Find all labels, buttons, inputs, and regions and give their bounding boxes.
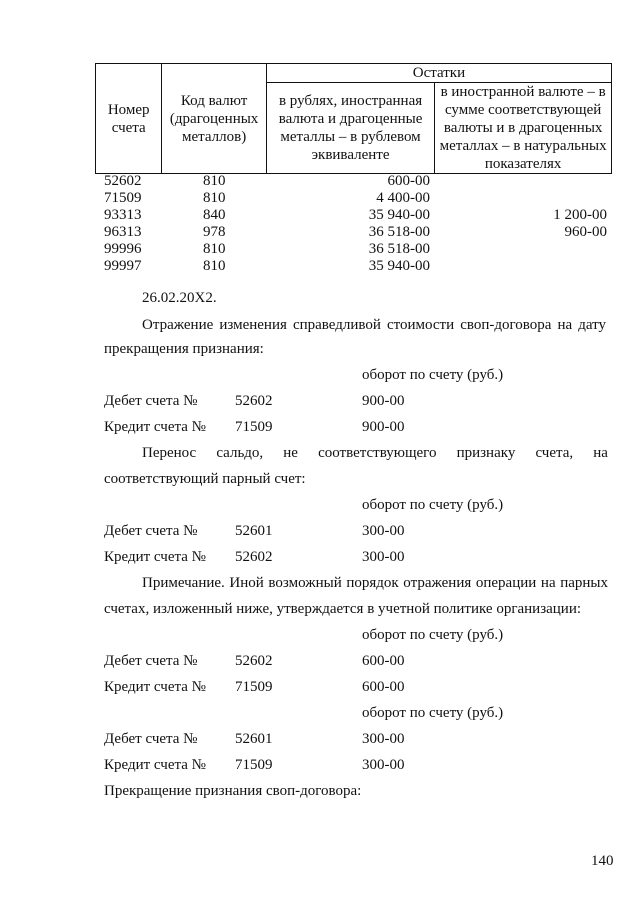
col-rub-equivalent: [266, 83, 434, 174]
row-rub: 4 400-00: [376, 190, 430, 206]
word: Перенос: [142, 445, 197, 461]
row-code: 840: [203, 207, 226, 223]
row-account: 99996: [104, 241, 142, 257]
word: на: [593, 445, 608, 461]
paragraph-line: Отражение изменения справедливой стоимости своп-договора на дату: [142, 317, 606, 333]
header-rub-equivalent: в рублях, иностранная валюта и драгоценные металлы – в рублевом эквиваленте: [278, 93, 423, 163]
turnover-label: оборот по счету (руб.): [362, 627, 504, 643]
col-foreign-natural: [435, 83, 612, 174]
turnover-label: оборот по счету (руб.): [362, 367, 504, 383]
row-rub: 36 518-00: [368, 241, 430, 257]
word: соответствующего: [318, 445, 437, 461]
credit-account: 71509: [235, 679, 273, 695]
col-currency-code: [162, 64, 266, 174]
word: не: [283, 445, 298, 461]
header-currency-code: Код валют (драгоценных металлов): [169, 92, 259, 145]
row-rub: 35 940-00: [368, 258, 430, 274]
paragraph-line: соответствующий парный счет:: [104, 471, 306, 487]
row-account: 99997: [104, 258, 142, 274]
word: счета,: [535, 445, 574, 461]
credit-account: 71509: [235, 419, 273, 435]
credit-label: Кредит счета №: [104, 419, 206, 435]
debit-account: 52602: [235, 393, 273, 409]
debit-amount: 900-00: [362, 393, 405, 409]
word: признаку: [456, 445, 516, 461]
row-foreign: 960-00: [564, 224, 607, 240]
row-code: 810: [203, 173, 226, 189]
row-account: 71509: [104, 190, 142, 206]
col-balances: [266, 64, 611, 83]
row-code: 810: [203, 241, 226, 257]
credit-amount: 900-00: [362, 419, 405, 435]
note-line: счетах, изложенный ниже, утверждается в учетной политике организации:: [104, 601, 582, 617]
row-rub: 35 940-00: [368, 207, 430, 223]
row-account: 93313: [104, 207, 142, 223]
credit-label: Кредит счета №: [104, 757, 206, 773]
closing-line: Прекращение признания своп-договора:: [104, 783, 362, 799]
credit-amount: 300-00: [362, 757, 405, 773]
row-rub: 600-00: [387, 173, 430, 189]
row-code: 810: [203, 258, 226, 274]
debit-label: Дебет счета №: [104, 523, 198, 539]
note-line: Примечание. Иной возможный порядок отражения операции на парных: [142, 575, 608, 591]
date-heading: 26.02.20X2.: [142, 290, 217, 306]
row-foreign: 1 200-00: [553, 207, 607, 223]
debit-account: 52601: [235, 731, 273, 747]
debit-label: Дебет счета №: [104, 653, 198, 669]
header-account-number: Номер счета: [107, 101, 150, 136]
header-balances: Остатки: [412, 65, 466, 81]
row-account: 52602: [104, 173, 142, 189]
credit-amount: 600-00: [362, 679, 405, 695]
credit-label: Кредит счета №: [104, 549, 206, 565]
header-foreign-natural: в иностранной валюте – в сумме соответствующей валюты и в драгоценных металлах – в натуральных показателях: [439, 84, 607, 172]
row-code: 978: [203, 224, 226, 240]
balances-table-header: [95, 63, 612, 174]
row-rub: 36 518-00: [368, 224, 430, 240]
debit-label: Дебет счета №: [104, 393, 198, 409]
page-number: 140: [591, 853, 614, 869]
word: сальдо,: [216, 445, 264, 461]
credit-account: 71509: [235, 757, 273, 773]
debit-label: Дебет счета №: [104, 731, 198, 747]
debit-amount: 300-00: [362, 523, 405, 539]
debit-account: 52602: [235, 653, 273, 669]
debit-amount: 300-00: [362, 731, 405, 747]
debit-amount: 600-00: [362, 653, 405, 669]
row-account: 96313: [104, 224, 142, 240]
debit-account: 52601: [235, 523, 273, 539]
credit-account: 52602: [235, 549, 273, 565]
row-code: 810: [203, 190, 226, 206]
paragraph-line: [142, 444, 608, 462]
credit-label: Кредит счета №: [104, 679, 206, 695]
paragraph-line: прекращения признания:: [104, 341, 264, 357]
turnover-label: оборот по счету (руб.): [362, 497, 504, 513]
turnover-label: оборот по счету (руб.): [362, 705, 504, 721]
credit-amount: 300-00: [362, 549, 405, 565]
col-account-number: [96, 64, 162, 174]
